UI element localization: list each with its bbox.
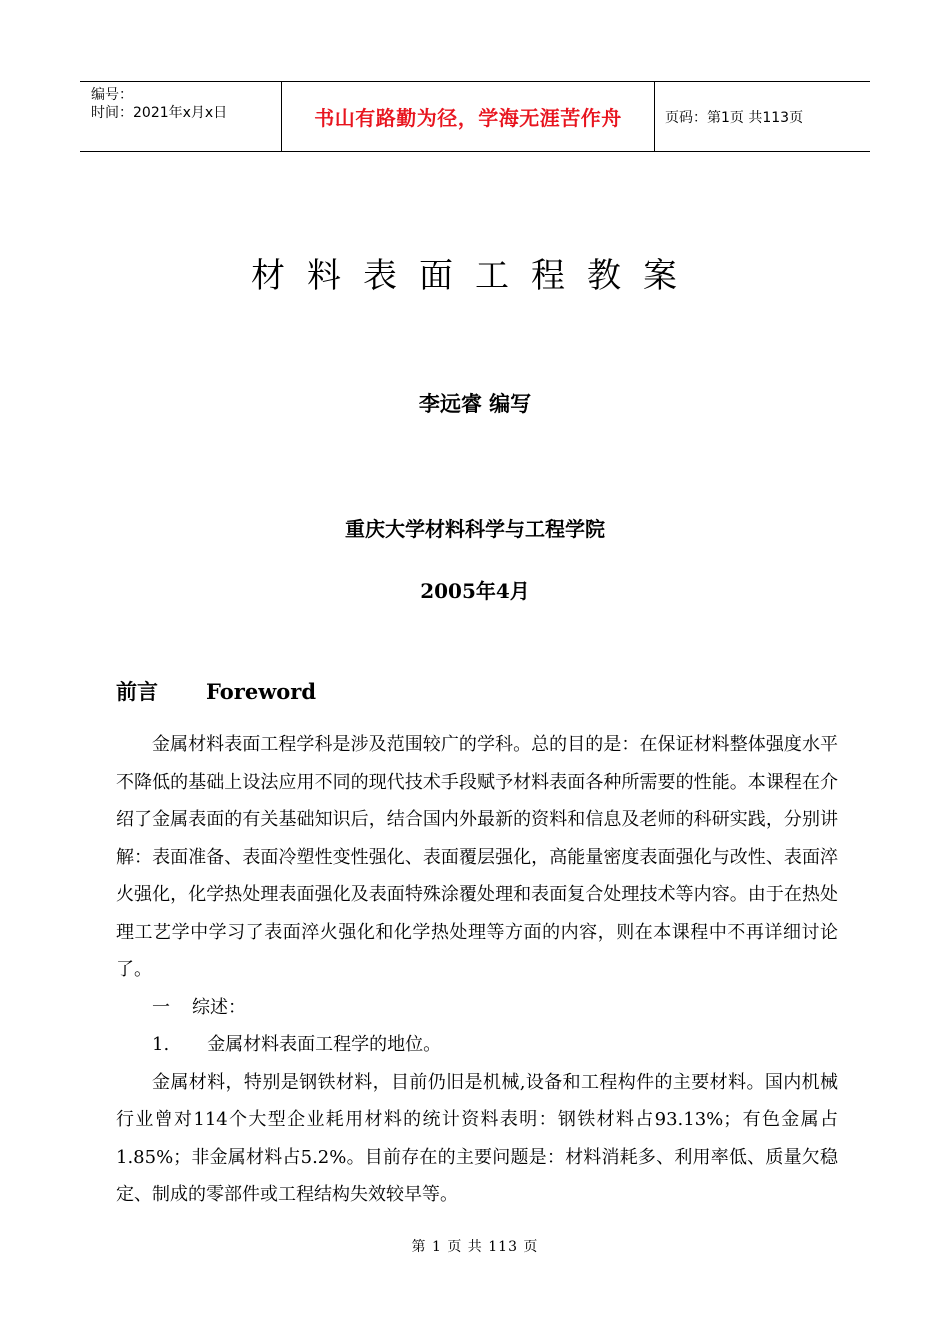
author-line: 李远睿 编写 [418,392,532,416]
paragraph-intro: 金属材料表面工程学科是涉及范围较广的学科。总的目的是：在保证材料整体强度水平不降低的基础上设法应用不同的现代技术手段赋予材料表面各种所需要的性能。本课程在介绍了金属表面的有关基础知识后，结合国内外最新的资料和信息及老师的科研实践，分别讲解：表面准备、表面冷塑性变性强化、表面覆层强化，高能量密度表面强化与改性、表面淬火强化，化学热处理表面强化及表面特殊涂覆处理和表面复合处理技术等内容。由于在热处理工艺学中学习了表面淬火强化和化学热处理等方面的内容，则在本课程中不再详细讨论了。 [116,734,838,980]
page-footer: 第 1 页 共 113 页 [411,1239,539,1255]
header-left-cell [80,82,282,151]
item-title: 金属材料表面工程学的地位。 [207,1034,442,1055]
section-number: 一 [152,996,170,1018]
page-info-cell [655,82,870,151]
item-number: 1. [152,1034,170,1055]
date-line: 2005年4月 [420,579,530,603]
document-title: 材料表面工程教案 [251,256,699,296]
number-label: 编号： [91,87,133,103]
time-label: 时间：2021年x月x日 [91,105,228,121]
motto-text: 书山有路勤为径，学海无涯苦作舟 [314,106,622,130]
section-title: 综述： [192,996,246,1018]
paragraph-materials: 金属材料，特别是钢铁材料，目前仍旧是机械,设备和工程构件的主要材料。国内机械行业曾对114个大型企业耗用材料的统计资料表明：钢铁材料占93.13%；有色金属占1.85%；非金属材料占5.2%。目前存在的主要问题是：材料消耗多、利用率低、质量欠稳定、制成的零部件或工程结构失效较早等。 [116,1071,838,1205]
foreword-heading [116,676,316,706]
header-table [80,81,870,152]
foreword-heading-en: Foreword [206,679,317,704]
foreword-heading-cn: 前言 [116,680,158,704]
item-heading [116,1026,838,1064]
section-heading [116,989,838,1027]
page-info-text: 页码：第1页 共113页 [665,109,804,126]
school-line: 重庆大学材料科学与工程学院 [345,517,605,541]
motto-cell [282,82,655,151]
body-text [116,726,838,1214]
